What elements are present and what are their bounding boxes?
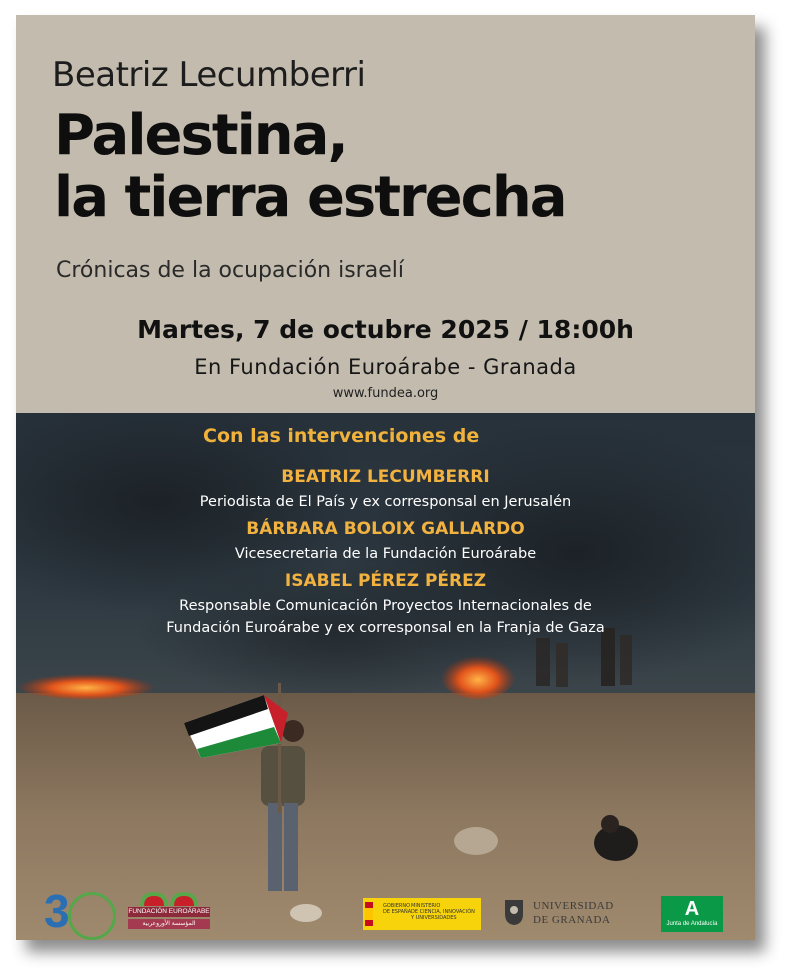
background-photo (16, 413, 755, 940)
spain-flag-icon (365, 902, 373, 926)
event-date: Martes, 7 de octubre 2025 / 18:00h (137, 315, 634, 344)
fundacion-euroarabe-logo (128, 888, 210, 932)
speaker-2-role: Vicesecretaria de la Fundación Euroárabe (234, 546, 537, 562)
speaker-3-role-line-2: Fundación Euroárabe y ex corresponsal en la Franja de Gaza (166, 620, 605, 636)
speaker-3-name: ISABEL PÉREZ PÉREZ (284, 571, 487, 591)
crest-icon (503, 898, 525, 926)
thirty-years-logo (44, 884, 70, 938)
junta-andalucia-logo (661, 896, 723, 932)
fundacion-arabic-label: المؤسسة الأوروعربية (128, 919, 210, 929)
speaker-2-name: BÁRBARA BOLOIX GALLARDO (246, 519, 525, 539)
book-title-line-2: la tierra estrecha (54, 165, 566, 230)
website-link[interactable]: www.fundea.org (332, 386, 439, 401)
ministerio-label: MINISTERIO DE CIENCIA, INNOVACIÓN Y UNIVERSIDADES (411, 903, 475, 921)
gobierno-espana-logo (363, 898, 481, 930)
speaker-1-role: Periodista de El País y ex corresponsal en Jerusalén (199, 494, 572, 510)
book-title-line-1: Palestina, (54, 103, 347, 168)
fundacion-label: FUNDACIÓN EUROÁRABE (128, 908, 210, 915)
thirty-number: 3 (44, 885, 70, 937)
event-venue: En Fundación Euroárabe - Granada (194, 355, 577, 379)
poster-header (16, 15, 755, 413)
ugr-label-2: DE GRANADA (533, 914, 611, 926)
sponsor-logos (16, 880, 755, 940)
book-title (54, 105, 565, 229)
speakers-heading: Con las intervenciones de (203, 425, 480, 447)
domes-icon (136, 888, 202, 906)
speaker-3-role-line-1: Responsable Comunicación Proyectos Internacionales de (179, 598, 592, 614)
junta-a-icon: A (684, 898, 700, 920)
junta-label: Junta de Andalucía (666, 921, 718, 927)
event-poster (16, 15, 755, 940)
ring-icon (68, 892, 116, 940)
ugr-label-1: UNIVERSIDAD (533, 900, 614, 912)
speaker-1-name: BEATRIZ LECUMBERRI (281, 467, 490, 487)
book-subtitle: Crónicas de la ocupación israelí (56, 258, 404, 283)
author-name: Beatriz Lecumberri (52, 55, 366, 95)
gobierno-label: GOBIERNO DE ESPAÑA (383, 903, 412, 915)
universidad-granada-logo (503, 896, 633, 932)
